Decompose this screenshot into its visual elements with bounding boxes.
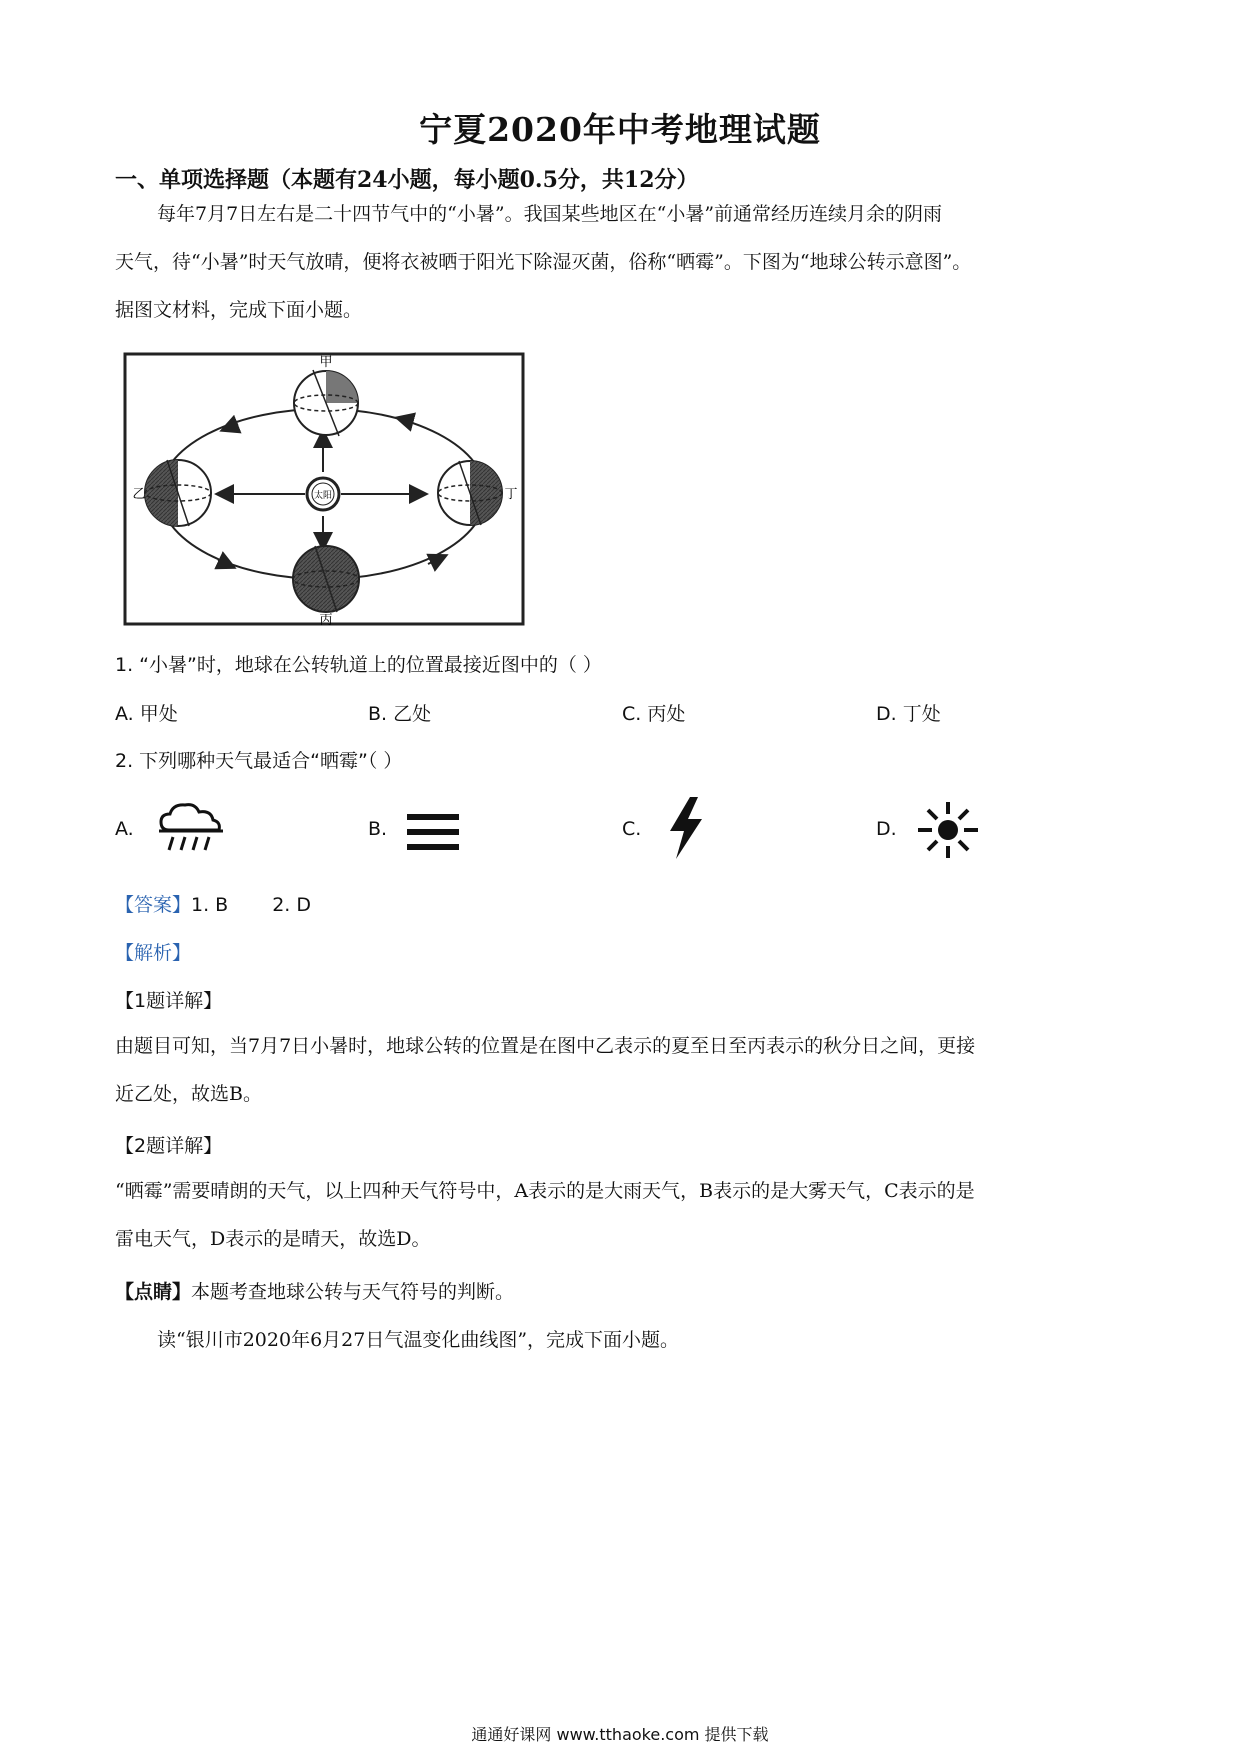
intro-line-2: 天气，待“小暑”时天气放晴，便将衣被晒于阳光下除湿灭菌，俗称“晒霉”。下图为“地球公转示意图”。 <box>115 251 972 273</box>
earth-bottom <box>293 546 359 612</box>
label-yi: 乙 <box>132 487 146 502</box>
q1-option-a: A. 甲处 <box>115 703 178 725</box>
q2-option-b-letter: B. <box>368 818 388 840</box>
intro-line-3: 据图文材料，完成下面小题。 <box>115 299 363 321</box>
comment-line <box>115 1277 514 1304</box>
intro-line-1: 每年7月7日左右是二十四节气中的“小暑”。我国某些地区在“小暑”前通常经历连续月余的阴雨 <box>157 203 943 225</box>
answer-1: 1. B <box>191 894 229 916</box>
q1-option-c: C. 丙处 <box>622 703 686 725</box>
label-jia: 甲 <box>319 355 333 370</box>
detail-1-heading: 【1题详解】 <box>115 990 223 1012</box>
detail-2-line-1: “晒霉”需要晴朗的天气，以上四种天气符号中，A表示的是大雨天气，B表示的是大雾天气，C表示的是 <box>115 1180 975 1202</box>
q2-option-d-letter: D. <box>876 818 897 840</box>
footer-source: 通通好课网 www.tthaoke.com 提供下载 <box>471 1725 769 1744</box>
thunderstorm-icon <box>664 795 706 861</box>
detail-1-body <box>115 1022 1135 1118</box>
q2-option-c-letter: C. <box>622 818 642 840</box>
detail-2-line-2: 雷电天气，D表示的是晴天，故选D。 <box>115 1228 431 1250</box>
earth-left <box>145 460 211 526</box>
page-title: 宁夏2020年中考地理试题 <box>419 110 821 149</box>
answer-tag: 【答案】 <box>115 894 192 916</box>
sun-label: 太阳 <box>313 491 333 501</box>
earth-top <box>294 370 358 436</box>
detail-1-line-1: 由题目可知，当7月7日小暑时，地球公转的位置是在图中乙表示的夏至日至丙表示的秋分日之间，更接 <box>115 1035 976 1057</box>
detail-2-body <box>115 1167 1135 1263</box>
q2-option-a-letter: A. <box>115 818 134 840</box>
detail-1-line-2: 近乙处，故选B。 <box>115 1083 262 1105</box>
answer-2: 2. D <box>272 894 312 916</box>
answer-line <box>115 890 311 917</box>
label-ding: 丁 <box>504 487 518 502</box>
heavy-rain-icon <box>155 800 227 856</box>
earth-right <box>438 461 502 525</box>
question-1: 1. “小暑”时，地球在公转轨道上的位置最接近图中的（ ） <box>115 654 602 676</box>
next-intro: 读“银川市2020年6月27日气温变化曲线图”，完成下面小题。 <box>157 1329 680 1351</box>
comment-text: 本题考查地球公转与天气符号的判断。 <box>191 1281 515 1303</box>
question-2: 2. 下列哪种天气最适合“晒霉”（ ） <box>115 750 403 772</box>
q1-option-d: D. 丁处 <box>876 703 941 725</box>
section-heading: 一、单项选择题（本题有24小题，每小题0.5分，共12分） <box>115 167 699 193</box>
intro-paragraph <box>115 190 1135 334</box>
earth-revolution-diagram <box>123 352 527 628</box>
fog-icon <box>405 810 461 854</box>
q1-option-b: B. 乙处 <box>368 703 432 725</box>
label-bing: 丙 <box>319 613 333 628</box>
sun-icon <box>307 478 339 510</box>
sunny-icon <box>916 800 980 860</box>
comment-tag: 【点睛】 <box>115 1281 192 1303</box>
analysis-tag: 【解析】 <box>115 942 192 964</box>
detail-2-heading: 【2题详解】 <box>115 1135 223 1157</box>
